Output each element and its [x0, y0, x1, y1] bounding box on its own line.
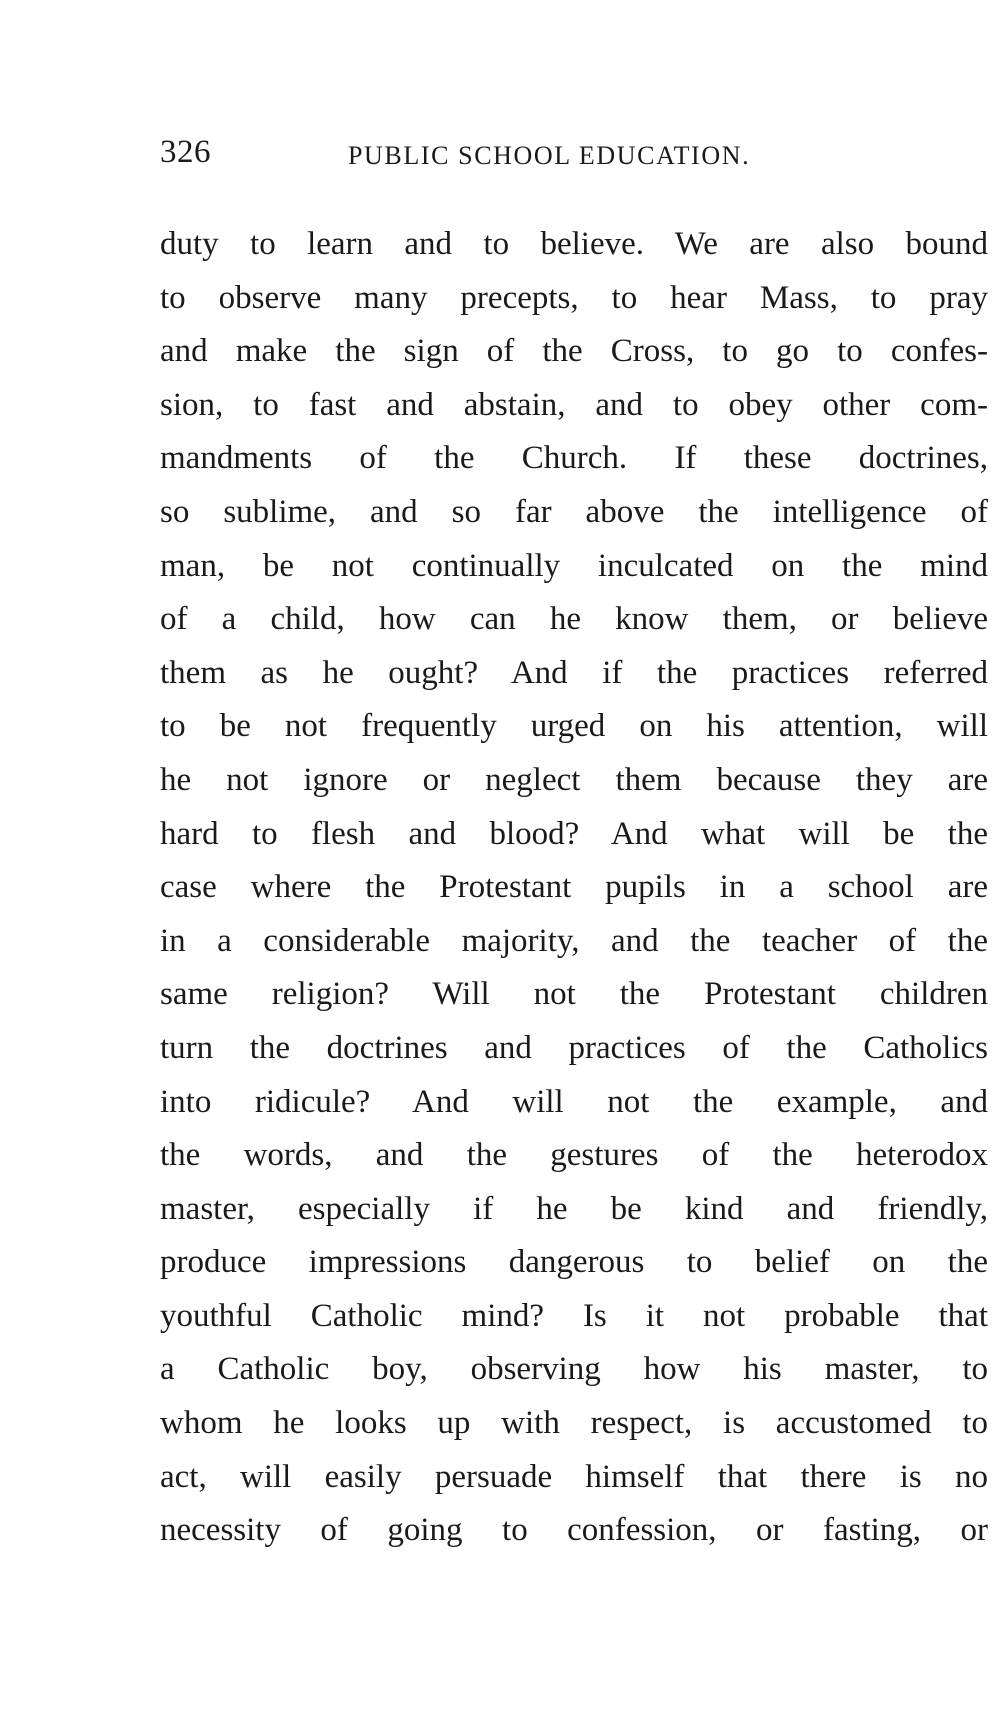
text-line: to be not frequently urged on his attention, will	[160, 708, 988, 745]
text-line: sion, to fast and abstain, and to obey other com-	[160, 386, 988, 423]
text-line: youthful Catholic mind? Is it not probable that	[160, 1297, 988, 1334]
text-line: so sublime, and so far above the intelligence of	[160, 493, 988, 530]
text-line: mandments of the Church. If these doctrines,	[160, 440, 988, 477]
text-line: them as he ought? And if the practices referred	[160, 654, 988, 691]
text-line: a Catholic boy, observing how his master, to	[160, 1351, 988, 1388]
running-head	[160, 128, 988, 176]
text-line: man, be not continually inculcated on the mind	[160, 547, 988, 584]
text-line: master, especially if he be kind and friendly,	[160, 1190, 988, 1227]
text-line: in a considerable majority, and the teacher of the	[160, 922, 988, 959]
text-line: necessity of going to confession, or fasting, or	[160, 1512, 988, 1549]
text-line: whom he looks up with respect, is accustomed to	[160, 1405, 988, 1442]
text-line: produce impressions dangerous to belief on the	[160, 1244, 988, 1281]
text-line: into ridicule? And will not the example, and	[160, 1083, 988, 1120]
text-line: and make the sign of the Cross, to go to confes-	[160, 333, 988, 370]
text-line: act, will easily persuade himself that there is no	[160, 1458, 988, 1495]
text-line: turn the doctrines and practices of the Catholics	[160, 1029, 988, 1066]
running-title: PUBLIC SCHOOL EDUCATION.	[348, 141, 751, 170]
text-line: he not ignore or neglect them because they are	[160, 761, 988, 798]
text-line: duty to learn and to believe. We are also bound	[160, 226, 988, 262]
text-line: case where the Protestant pupils in a school are	[160, 869, 988, 906]
text-line: to observe many precepts, to hear Mass, to pray	[160, 279, 988, 316]
text-line: hard to flesh and blood? And what will be the	[160, 815, 988, 852]
page-number: 326	[160, 134, 211, 170]
body-text	[160, 218, 988, 1558]
text-line: same religion? Will not the Protestant children	[160, 976, 988, 1013]
text-line: the words, and the gestures of the heterodox	[160, 1137, 988, 1174]
text-line: of a child, how can he know them, or believe	[160, 601, 988, 638]
